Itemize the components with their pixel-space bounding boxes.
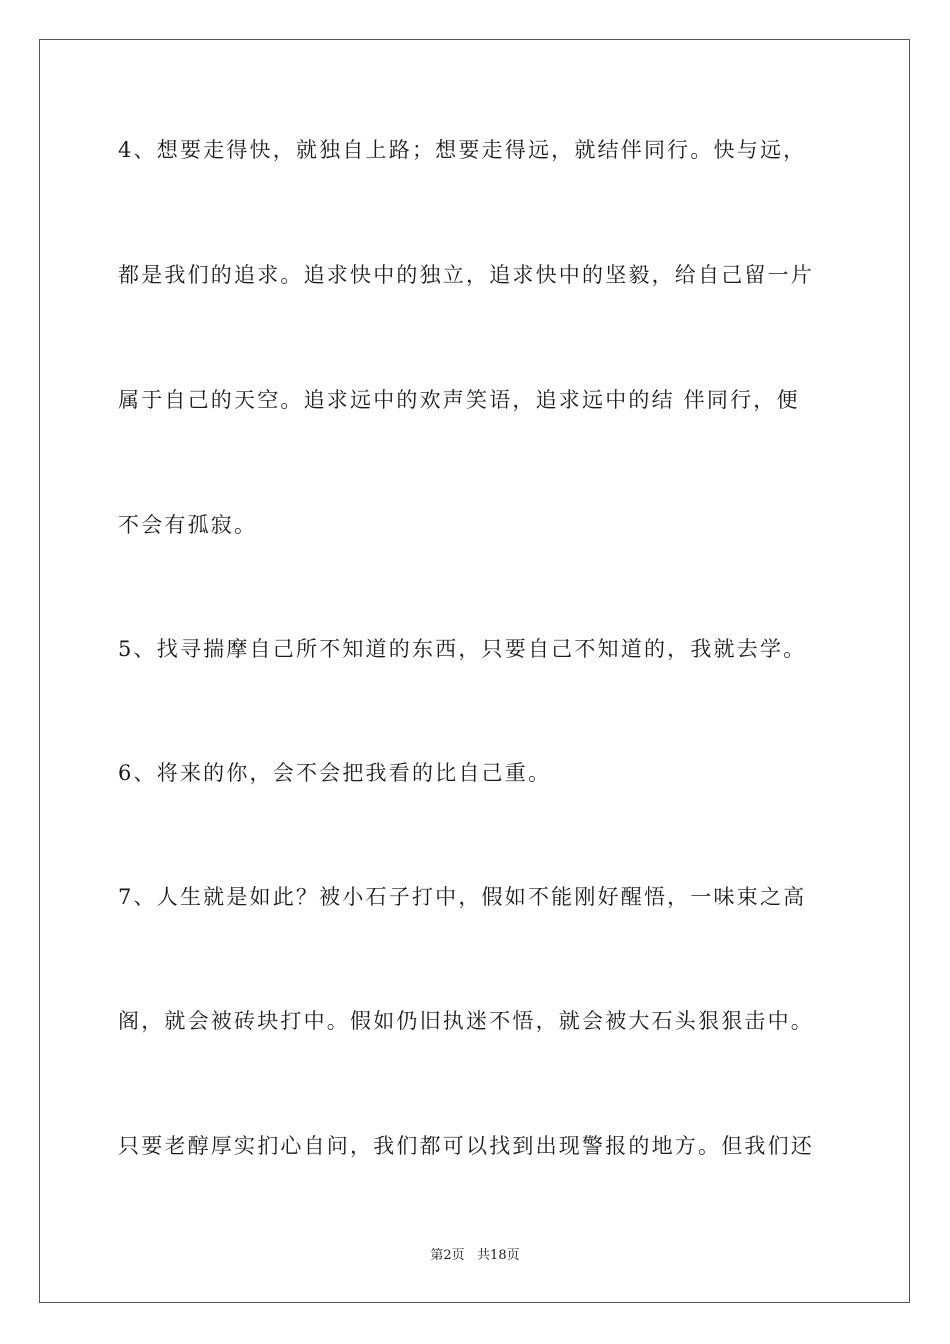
page-border xyxy=(39,39,910,1303)
page-number-footer: 第2页 共18页 xyxy=(430,1248,520,1263)
text-line: 属于自己的天空。追求远中的欢声笑语，追求远中的结 伴同行，便 xyxy=(118,388,800,412)
text-line: 都是我们的追求。追求快中的独立，追求快中的坚毅，给自己留一片 xyxy=(118,263,814,287)
text-line: 5、找寻揣摩自己所不知道的东西，只要自己不知道的，我就去学。 xyxy=(118,637,807,661)
text-line: 只要老醇厚实扪心自问，我们都可以找到出现警报的地方。但我们还 xyxy=(118,1134,814,1158)
text-line: 阁，就会被砖块打中。假如仍旧执迷不悟，就会被大石头狠狠击中。 xyxy=(118,1009,814,1033)
text-line: 6、将来的你，会不会把我看的比自己重。 xyxy=(118,761,552,785)
text-line: 4、想要走得快，就独自上路；想要走得远，就结伴同行。快与远， xyxy=(118,138,807,162)
text-line: 不会有孤寂。 xyxy=(118,513,258,537)
text-line: 7、人生就是如此？被小石子打中，假如不能刚好醒悟，一味束之高 xyxy=(118,885,807,909)
